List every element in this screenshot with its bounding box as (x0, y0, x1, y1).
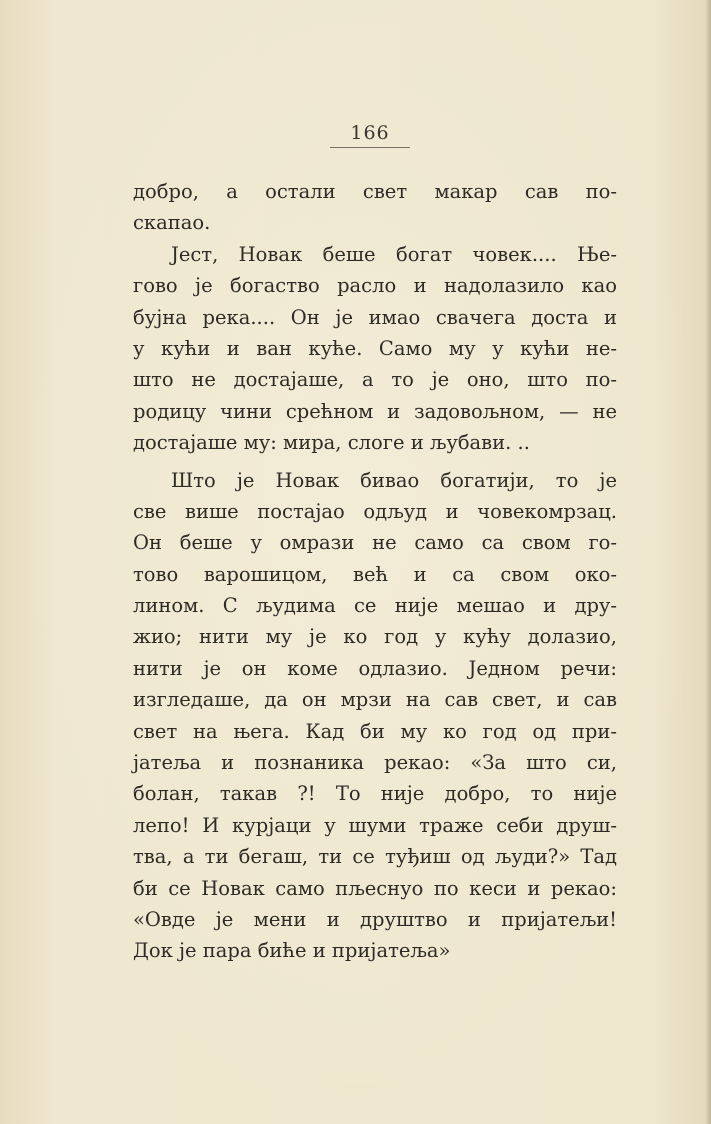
text-line: тово варошицом, већ и са свом око- (133, 562, 617, 586)
header-rule (330, 147, 410, 148)
page-edge-shadow (705, 0, 711, 1124)
text-line: свет на њега. Кад би му ко год од при- (133, 719, 617, 743)
text-line: све више постајао одљуд и човекомрзац. (133, 499, 617, 523)
text-line: што не достајаше, а то је оно, што по- (133, 368, 617, 392)
paragraph (133, 176, 617, 239)
body-text (133, 176, 617, 967)
text-line: изгледаше, да он мрзи на сав свет, и сав (133, 688, 617, 712)
text-line: би се Новак само пљеснуо по кеси и рекао: (133, 876, 617, 900)
text-line: гово је богаство расло и надолазило као (133, 274, 617, 298)
text-line: достајаше му: мира, слоге и љубави. .. (133, 431, 530, 455)
text-line: «Овде је мени и друштво и пријатељи! (133, 907, 617, 931)
text-line: Он беше у омрази не само са свом го- (133, 531, 617, 555)
text-line: Док је пара биће и пријатеља» (133, 939, 451, 963)
text-line: жио; нити му је ко год у кућу долазио, (133, 625, 617, 649)
text-line: болан, такав ?! То није добро, то није (133, 782, 617, 806)
text-line: Што је Новак бивао богатији, то је (171, 468, 617, 492)
text-line: скапао. (133, 211, 211, 235)
text-line: родицу чини срећном и задовољном, — не (133, 399, 617, 423)
text-line: бујна река.... Он је имао свачега доста и (133, 305, 617, 329)
paragraph (133, 239, 617, 459)
text-line: лином. С људима се није мешао и дру- (133, 594, 617, 618)
text-line: добро, а остали свет макар сав по- (133, 180, 617, 203)
text-line: лепо! И курјаци у шуми траже себи друш- (133, 813, 617, 837)
text-line: у кући и ван куће. Само му у кући не- (133, 336, 617, 360)
paragraph (133, 465, 617, 967)
page-number: 166 (350, 122, 390, 144)
text-line: јатеља и познаника рекао: «За што си, (133, 751, 617, 775)
text-line: тва, а ти бегаш, ти се туђиш од људи?» Тад (133, 845, 617, 869)
text-line: Јест, Новак беше богат човек.... Ње- (171, 242, 617, 266)
text-line: нити је он коме одлазио. Једном речи: (133, 656, 617, 680)
